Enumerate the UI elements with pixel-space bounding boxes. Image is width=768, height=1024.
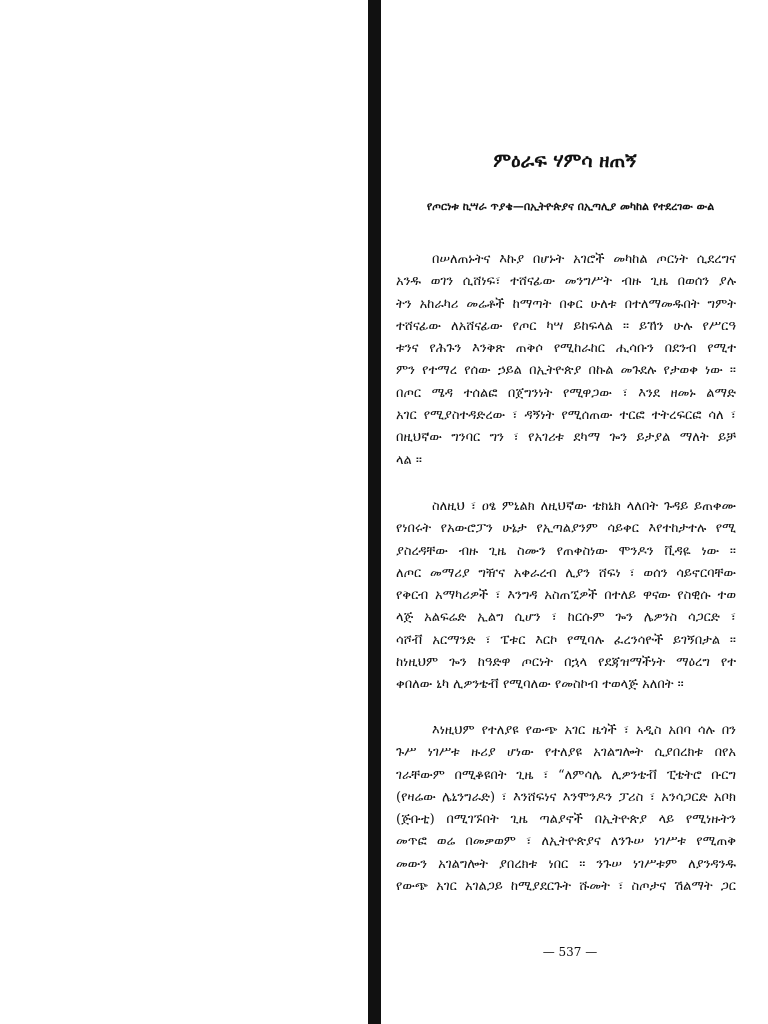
text-line: በሠለጠኑትና እኩያ በሆኑት አገሮች መካከል ጦርነት ሲደረግና bbox=[432, 252, 736, 267]
text-line: (ጅቡቲ) በሚገኙበት ጊዜ ጣልያኖች በኢትዮጵያ ላይ የሚነዙትን bbox=[396, 812, 736, 828]
text-line: ትን አከራካሪ መሬቶች ከማጣት በቀር ሁለቱ በተለማመዱበት ግምት bbox=[396, 296, 736, 312]
text-line: (የዛሬው ሌኒንግራድ) ፣ እንሸፍነና እንሞንዶን ፓሪስ ፣ አንሳጋርድ አቦክ bbox=[396, 789, 736, 805]
text-line: ጉሥ ነገሥቱ ዙሪያ ሆነው የተለያዩ አገልግሎት ሲያበረክቱ በየአ bbox=[396, 745, 736, 761]
text-line: አንዱ ወገን ሲሸነፍ፣ ተሸናፊው መንግሥት ብዙ ጊዜ በወሰን ያሉ bbox=[396, 274, 736, 290]
text-line: የውጭ አገር አገልጋይ ከሚያደርጉት ሹመት ፣ ስጦታና ሽልማት ጋር bbox=[396, 879, 736, 895]
text-line: መውን አገልግሎት ያበረክቱ ነበር ። ንጉሠ ነገሥቱም ለያንዳንዱ bbox=[396, 856, 736, 872]
left-blank-page bbox=[0, 0, 368, 1024]
text-line: መጥፎ ወሬ በመቃወም ፣ ለኢትዮጵያና ለንጉሠ ነገሥቱ የሚጠቅ bbox=[396, 834, 736, 850]
paragraph-3 bbox=[396, 720, 736, 898]
text-line: አገር የሚያስተዳድረው ፣ ዳኝነት የሚሰጠው ተርፎ ተትረፍርፎ ሳለ ፣ bbox=[396, 408, 736, 424]
page-number: — 537 — bbox=[542, 945, 598, 959]
text-line: ቀበለው ኒካ ሊዎንቴቭ የሚባለው የመስኮብ ተወላጅ አለበት ። bbox=[396, 677, 684, 693]
text-line: በዚህኛው ግንባር ግን ፣ የአገሪቱ ደካማ ጐን ይታያል ማለት ይቻ bbox=[396, 430, 736, 446]
paragraph-1 bbox=[396, 249, 736, 472]
text-line: ሳሾቭ አርማንድ ፣ ፔቱር እርኮ የሚባሉ ፈረንሳዮች ይገኝበታል ። bbox=[396, 632, 736, 648]
text-line: እነዚህም የተለያዩ የውጭ አገር ዜጎች ፣ አዲስ አበባ ሳሉ በን bbox=[432, 723, 736, 738]
text-line: የነበሩት የአውሮፓን ሁኔታ የኢጣልያንም ሳይቀር እየተከታተሉ የሚ bbox=[396, 521, 736, 537]
text-line: ስለዚህ ፣ ዐፄ ምኒልክ ለዚህኛው ቴክኒክ ላለበት ጉዳይ ይጠቀሙ bbox=[432, 499, 736, 514]
book-gutter-shadow bbox=[368, 0, 381, 1024]
text-line: ገራቸውም በሚቆዩበት ጊዜ ፣ “ለምሳሌ ሊዎንቴቭ ፒቴትሮ ቡርግ bbox=[396, 767, 736, 783]
text-line: ምን የተማረ የሰው ኃይል በኢትዮጵያ በኩል መጉደሉ የታወቀ ነው ። bbox=[396, 363, 736, 379]
text-line: የቅርብ አማካሪዎች ፣ እንግዳ አስጠኚዎች በተለይ ዋናው የስዊሱ ተወ bbox=[396, 588, 736, 604]
paragraph-2 bbox=[396, 496, 736, 697]
text-line: ከነዚህም ጐን ከዓድዋ ጦርነት በኋላ የደጃዝማችነት ማዕረግ የተ bbox=[396, 655, 736, 671]
text-line: ያስረዳቸው ብዙ ጊዜ ስሙን የጠቀስነው ሞንዶን ቪዳዬ ነው ። bbox=[396, 543, 736, 559]
text-line: ለጦር መማሪያ ግዥና አቀራረብ ሊያን ሸፍነ ፣ ወሰን ሳይኖርባቸው bbox=[396, 565, 736, 581]
chapter-title: ምዕራፍ ሃምሳ ዘጠኝ bbox=[493, 150, 637, 172]
text-line: ላጅ አልፍሬድ ኢልግ ሲሆን ፣ ከርሱም ጐን ሌዎንስ ሳጋርድ ፣ bbox=[396, 610, 736, 626]
text-line: ላል ። bbox=[396, 452, 422, 468]
text-line: ቱንና የሕጉን እንቅጽ ጠቅሶ የሚከራከር ሒሳቡን በደንብ የሚተ bbox=[396, 341, 736, 357]
text-line: ተሸናፊው ለአሸናፊው የጦር ካሣ ይከፍላል ። ይኸን ሁሉ የሥርዓ bbox=[396, 318, 736, 334]
text-line: በጦር ሜዳ ተሰልፎ በጀግንነት የሚዋጋው ፣ እንደ ዘመኑ ልማድ bbox=[396, 385, 736, 401]
chapter-subtitle: የጦርነቱ ኪሣራ ጥያቄ—በኢትዮጵያና በኢጣሊያ መካከል የተደረገው ውል bbox=[426, 200, 715, 213]
